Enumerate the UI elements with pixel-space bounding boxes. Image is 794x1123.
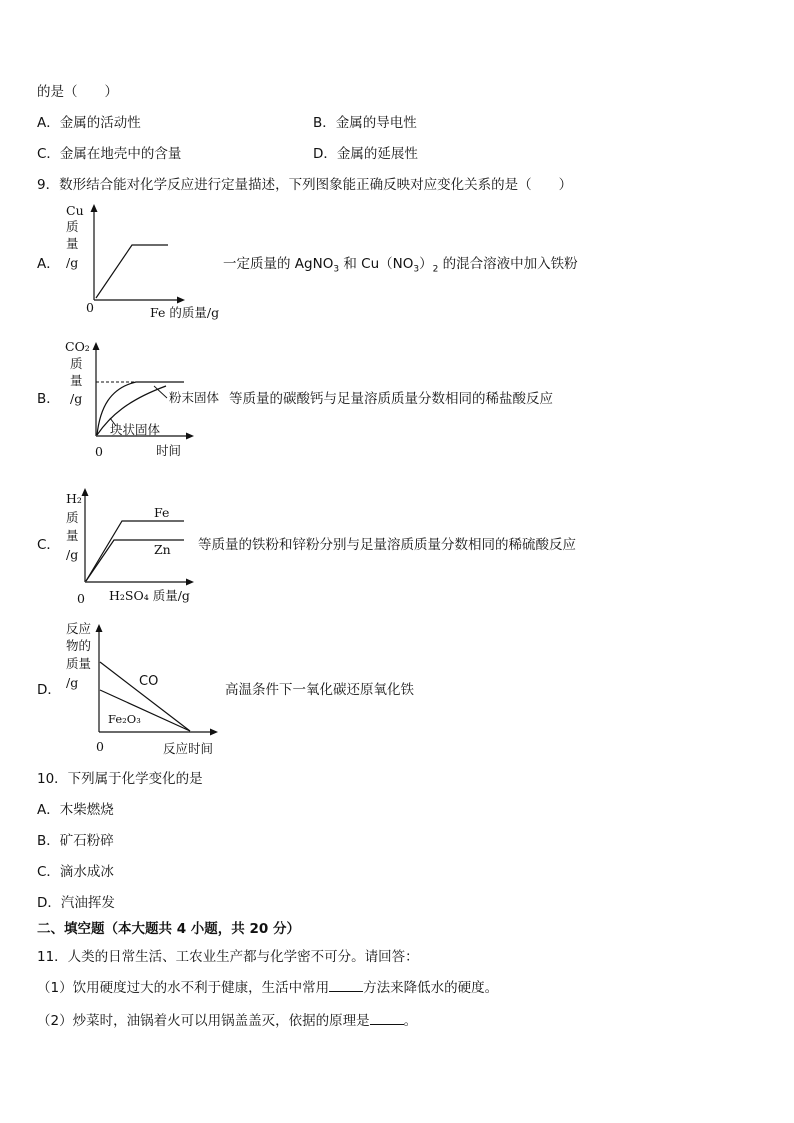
q9-a-xlabel: Fe 的质量/g <box>150 305 220 320</box>
q9-c-xlabel: H₂SO₄ 质量/g <box>109 588 190 603</box>
q9-b-ylabel-1: CO₂ <box>65 339 90 354</box>
q9-c-label-zn: Zn <box>154 542 171 557</box>
q9-d-origin: 0 <box>96 739 104 754</box>
q9-a-ylabel-4: /g <box>66 255 79 270</box>
q9-c-axes <box>78 484 198 584</box>
q9-option-a-letter[interactable]: A． <box>37 256 60 272</box>
q11-blank-1[interactable] <box>329 979 363 992</box>
q9-c-ylabel-4: /g <box>66 547 79 562</box>
q9-d-ylabel-2: 物的 <box>66 638 92 653</box>
q10-option-d[interactable]: D．汽油挥发 <box>37 895 115 911</box>
q8-option-b[interactable]: B．金属的导电性 <box>313 115 417 131</box>
q8-option-d[interactable]: D．金属的延展性 <box>313 146 418 162</box>
q9-option-c-letter[interactable]: C． <box>37 537 60 553</box>
q11-part-1-before: （1）饮用硬度过大的水不利于健康，生活中常用 <box>37 980 330 996</box>
q9-option-d-letter[interactable]: D． <box>37 682 61 698</box>
q9-d-label-co: CO <box>139 674 159 689</box>
q11-blank-2[interactable] <box>370 1012 404 1025</box>
q9-b-label-powder: 粉末固体 <box>169 390 220 405</box>
q9-d-description: 高温条件下一氧化碳还原氧化铁 <box>225 682 414 698</box>
q11-part-2-after: 。 <box>403 1013 418 1029</box>
q10-option-a[interactable]: A．木柴燃烧 <box>37 802 114 818</box>
q10-stem: 10．下列属于化学变化的是 <box>37 771 203 787</box>
q9-c-label-fe: Fe <box>154 505 170 520</box>
q9-b-xlabel: 时间 <box>156 443 182 458</box>
q9-a-ylabel-1: Cu <box>66 203 84 218</box>
q9-a-curve <box>96 245 168 298</box>
q9-a-ylabel-2: 质 <box>66 219 79 234</box>
q11-part-2-before: （2）炒菜时，油锅着火可以用锅盖盖灭，依据的原理是 <box>37 1013 370 1029</box>
q8-option-a[interactable]: A．金属的活动性 <box>37 115 141 131</box>
q9-d-ylabel-3: 质量 <box>66 656 92 671</box>
q9-a-ylabel-3: 量 <box>66 236 79 251</box>
q9-d-xlabel: 反应时间 <box>163 741 214 756</box>
q9-c-ylabel-1: H₂ <box>66 491 82 506</box>
q11-stem: 11．人类的日常生活、工农业生产都与化学密不可分。请回答： <box>37 949 419 965</box>
q9-a-description: 一定质量的 AgNO$_3$ 和 $Cu(NO_3)_2$ 的混合溶液中加入铁粉 <box>223 256 578 275</box>
q9-c-origin: 0 <box>77 591 85 606</box>
q9-b-ylabel-2: 质 <box>70 356 83 371</box>
q11-part-1-after: 方法来降低水的硬度。 <box>363 980 499 996</box>
q9-b-origin: 0 <box>95 444 103 459</box>
q9-d-label-fe2o3: Fe₂O₃ <box>108 712 141 726</box>
q9-a-origin: 0 <box>86 300 94 315</box>
q9-b-ylabel-3: 量 <box>70 373 83 388</box>
q9-b-label-block: 块状固体 <box>110 422 161 437</box>
q9-d-ylabel-4: /g <box>66 675 79 690</box>
q8-stem-tail: 的是（ ） <box>37 84 118 100</box>
q9-b-description: 等质量的碳酸钙与足量溶质质量分数相同的稀盐酸反应 <box>229 391 553 407</box>
q10-option-c[interactable]: C．滴水成冰 <box>37 864 114 880</box>
q9-d-ylabel-1: 反应 <box>66 621 92 636</box>
q9-option-b-letter[interactable]: B． <box>37 391 60 407</box>
section-2-title: 二、填空题（本大题共 4 小题，共 20 分） <box>37 921 300 937</box>
q9-a-axes <box>85 200 185 310</box>
q9-c-ylabel-3: 量 <box>66 528 79 543</box>
q9-b-ylabel-4: /g <box>70 391 83 406</box>
q11-part-1 <box>37 979 498 997</box>
q11-part-2 <box>37 1012 417 1030</box>
q10-option-b[interactable]: B．矿石粉碎 <box>37 833 114 849</box>
q8-option-c[interactable]: C．金属在地壳中的含量 <box>37 146 182 162</box>
q9-c-ylabel-2: 质 <box>66 510 79 525</box>
q9-c-description: 等质量的铁粉和锌粉分别与足量溶质质量分数相同的稀硫酸反应 <box>198 537 576 553</box>
q9-stem: 9．数形结合能对化学反应进行定量描述，下列图象能正确反映对应变化关系的是（ ） <box>37 177 573 193</box>
